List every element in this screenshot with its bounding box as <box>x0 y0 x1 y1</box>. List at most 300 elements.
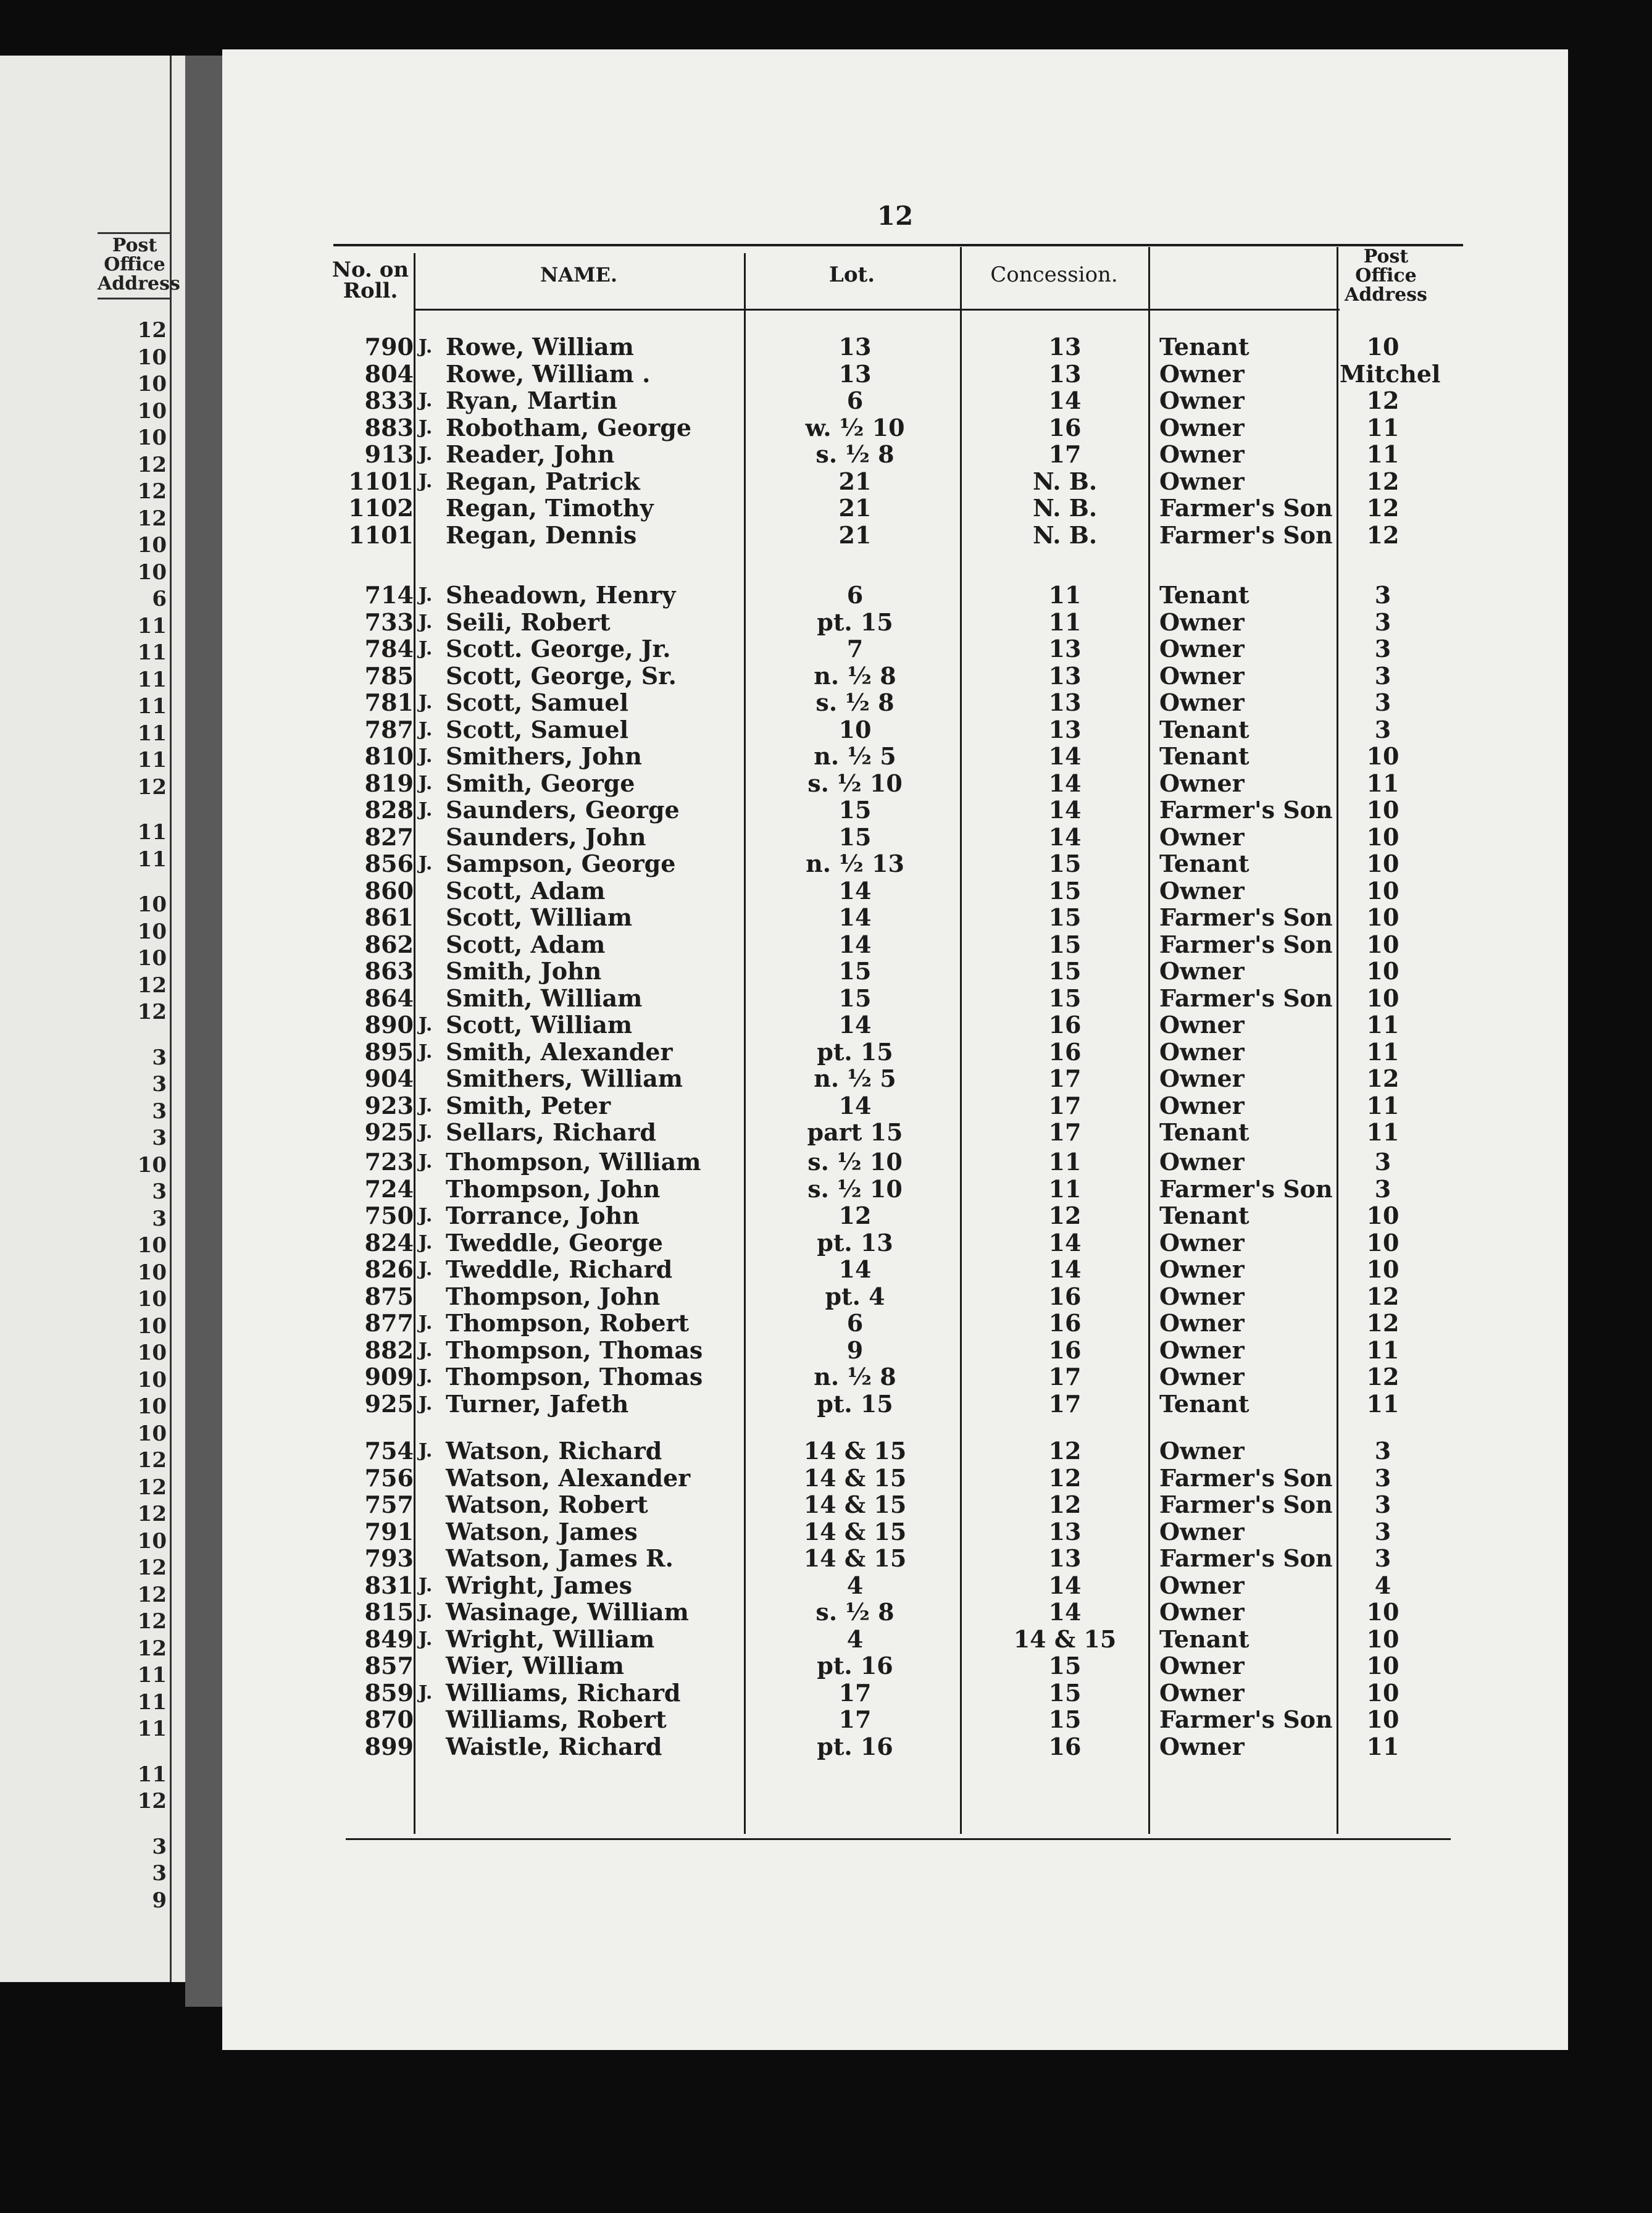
header-post-office <box>1337 247 1435 304</box>
roll-number: 781 <box>364 688 414 716</box>
previous-page-value: 11 <box>137 1663 167 1688</box>
roll-number: 754 <box>364 1437 414 1465</box>
previous-page-value: 10 <box>137 1528 167 1554</box>
roll-number: 824 <box>364 1228 414 1257</box>
elector-name: Sampson, George <box>446 850 676 877</box>
previous-page-value: 11 <box>137 847 167 872</box>
elector-name: Thompson, Thomas <box>446 1336 703 1364</box>
elector-name: Torrance, John <box>446 1202 640 1229</box>
roll-number: 861 <box>364 903 414 931</box>
elector-name: Scott, William <box>446 1011 633 1039</box>
lot-cell: n. ½ 5 <box>814 742 896 770</box>
previous-page-value: 12 <box>137 1789 167 1813</box>
lot-cell: 21 <box>838 467 872 495</box>
post-office-cell: Mitchel <box>1340 359 1441 388</box>
occupation-cell: Farmer's Son <box>1159 494 1333 522</box>
occupation-cell: Farmer's Son <box>1159 1463 1333 1492</box>
post-office-cell: 10 <box>1366 1202 1400 1229</box>
occupation-cell: Farmer's Son <box>1159 521 1333 549</box>
post-office-cell: 11 <box>1366 1011 1400 1039</box>
juror-mark: J. <box>419 416 433 438</box>
post-office-cell: 3 <box>1374 688 1391 716</box>
occupation-cell: Owner <box>1159 1437 1245 1465</box>
previous-page-value: 10 <box>137 1152 167 1178</box>
concession-cell: 14 <box>1048 1598 1082 1626</box>
post-office-cell: 3 <box>1374 715 1391 743</box>
roll-number: 877 <box>364 1309 414 1337</box>
roll-number: 1101 <box>348 467 414 495</box>
roll-number: 723 <box>364 1148 414 1176</box>
previous-page-header-line: Office <box>104 254 165 275</box>
elector-name: Smith, John <box>446 957 602 985</box>
lot-cell: pt. 15 <box>817 1037 893 1066</box>
concession-cell: 17 <box>1048 1091 1082 1119</box>
concession-cell: 15 <box>1048 903 1082 931</box>
elector-name: Smithers, William <box>446 1065 683 1092</box>
occupation-cell: Owner <box>1159 1336 1245 1364</box>
lot-cell: 13 <box>838 333 872 361</box>
concession-cell: 17 <box>1048 1118 1082 1146</box>
concession-cell: 11 <box>1048 608 1082 636</box>
lot-cell: s. ½ 8 <box>816 1598 895 1626</box>
previous-page-value: 10 <box>137 892 167 917</box>
concession-cell: N. B. <box>1032 494 1098 522</box>
roll-number: 793 <box>364 1544 414 1572</box>
previous-page-value: 10 <box>137 1260 167 1285</box>
roll-number: 883 <box>364 413 414 441</box>
occupation-cell: Tenant <box>1159 715 1249 743</box>
occupation-cell: Owner <box>1159 1363 1245 1391</box>
occupation-cell: Owner <box>1159 1652 1245 1680</box>
previous-page-value: 10 <box>137 1233 167 1258</box>
concession-cell: N. B. <box>1032 467 1098 495</box>
post-office-cell: 12 <box>1366 494 1400 522</box>
elector-name: Regan, Dennis <box>446 521 637 549</box>
occupation-cell: Farmer's Son <box>1159 930 1333 958</box>
table-row <box>222 850 1568 877</box>
elector-name: Thompson, Thomas <box>446 1363 703 1391</box>
lot-cell: n. ½ 8 <box>814 661 896 690</box>
elector-name: Wasinage, William <box>446 1598 689 1626</box>
roll-number: 831 <box>364 1571 414 1599</box>
roll-number: 859 <box>364 1678 414 1707</box>
table-row <box>222 1283 1568 1310</box>
post-office-cell: 10 <box>1366 1652 1400 1680</box>
juror-mark: J. <box>419 611 433 633</box>
lot-cell: pt. 15 <box>817 1389 893 1418</box>
table-row <box>222 1545 1568 1571</box>
table-row <box>222 1391 1568 1417</box>
lot-cell: s. ½ 8 <box>816 440 895 468</box>
elector-name: Waistle, Richard <box>446 1732 662 1760</box>
previous-page-value: 11 <box>137 820 167 845</box>
previous-page-value: 10 <box>137 946 167 971</box>
concession-cell: 14 <box>1048 387 1082 414</box>
juror-mark: J. <box>419 1366 433 1387</box>
document-page <box>222 49 1568 2050</box>
previous-page-value: 3 <box>152 1098 167 1124</box>
juror-mark: J. <box>419 799 433 821</box>
post-office-cell: 12 <box>1366 467 1400 495</box>
table-row <box>222 333 1568 360</box>
roll-number: 1102 <box>348 494 414 522</box>
previous-page-value: 10 <box>137 919 167 944</box>
elector-name: Turner, Jafeth <box>446 1389 629 1418</box>
occupation-cell: Tenant <box>1159 1389 1249 1418</box>
post-office-cell: 10 <box>1366 796 1400 824</box>
post-office-cell: 10 <box>1366 984 1400 1012</box>
occupation-cell: Tenant <box>1159 742 1249 770</box>
occupation-cell: Owner <box>1159 661 1245 690</box>
occupation-cell: Owner <box>1159 1732 1245 1760</box>
post-office-cell: 11 <box>1366 1389 1400 1418</box>
lot-cell: 6 <box>846 1309 864 1337</box>
elector-name: Tweddle, Richard <box>446 1255 673 1283</box>
occupation-cell: Owner <box>1159 413 1245 441</box>
post-office-cell: 11 <box>1366 440 1400 468</box>
header-roll-line: Roll. <box>343 278 398 303</box>
concession-cell: 13 <box>1048 688 1082 716</box>
roll-number: 785 <box>364 661 414 690</box>
lot-cell: pt. 15 <box>817 608 893 636</box>
previous-page-value: 3 <box>152 1834 167 1859</box>
header-lot: Lot. <box>828 262 875 287</box>
previous-page-value: 10 <box>137 533 167 558</box>
table-row <box>222 1437 1568 1464</box>
table-row <box>222 582 1568 608</box>
post-office-cell: 11 <box>1366 1732 1400 1760</box>
post-office-cell: 12 <box>1366 1363 1400 1391</box>
concession-cell: 16 <box>1048 413 1082 441</box>
juror-mark: J. <box>419 470 433 492</box>
previous-page-header-line: Post <box>112 235 157 256</box>
table-row <box>222 770 1568 797</box>
previous-page-value: 11 <box>137 640 167 665</box>
lot-cell: 4 <box>846 1571 864 1599</box>
post-office-cell: 12 <box>1366 387 1400 414</box>
post-office-cell: 3 <box>1374 1174 1391 1203</box>
table-row <box>222 1706 1568 1733</box>
concession-cell: 15 <box>1048 957 1082 985</box>
juror-mark: J. <box>419 638 433 659</box>
concession-cell: 16 <box>1048 1282 1082 1310</box>
lot-cell: 14 <box>838 1091 872 1119</box>
post-office-cell: 3 <box>1374 608 1391 636</box>
elector-name: Regan, Patrick <box>446 467 640 495</box>
table-row <box>222 1310 1568 1336</box>
occupation-cell: Owner <box>1159 608 1245 636</box>
lot-cell: 21 <box>838 521 872 549</box>
table-row <box>222 1491 1568 1518</box>
previous-page-value: 11 <box>137 694 167 719</box>
occupation-cell: Farmer's Son <box>1159 984 1333 1012</box>
lot-cell: n. ½ 13 <box>806 850 904 877</box>
juror-mark: J. <box>419 772 433 794</box>
concession-cell: N. B. <box>1032 521 1098 549</box>
elector-name: Tweddle, George <box>446 1228 663 1257</box>
header-name: NAME. <box>540 263 618 287</box>
juror-mark: J. <box>419 1628 433 1650</box>
previous-page-value: 9 <box>152 1888 167 1913</box>
occupation-cell: Owner <box>1159 1065 1245 1092</box>
concession-cell: 16 <box>1048 1011 1082 1039</box>
lot-cell: 14 <box>838 1255 872 1283</box>
elector-name: Thompson, John <box>446 1282 661 1310</box>
table-row <box>222 743 1568 769</box>
roll-number: 791 <box>364 1517 414 1546</box>
elector-name: Watson, Robert <box>446 1491 648 1518</box>
concession-cell: 16 <box>1048 1037 1082 1066</box>
lot-cell: 7 <box>846 635 864 663</box>
header-post-office-line: Post <box>1363 246 1409 267</box>
concession-cell: 12 <box>1048 1202 1082 1229</box>
occupation-cell: Tenant <box>1159 1118 1249 1146</box>
concession-cell: 15 <box>1048 1705 1082 1733</box>
elector-name: Smith, William <box>446 984 643 1012</box>
juror-mark: J. <box>419 1312 433 1334</box>
header-roll-line: No. on <box>332 257 409 282</box>
lot-cell: 14 & 15 <box>803 1463 907 1492</box>
concession-cell: 16 <box>1048 1309 1082 1337</box>
table-row <box>222 387 1568 414</box>
table-row <box>222 1652 1568 1679</box>
post-office-cell: 10 <box>1366 957 1400 985</box>
elector-name: Rowe, William <box>446 333 634 361</box>
post-office-cell: 11 <box>1366 1091 1400 1119</box>
occupation-cell: Owner <box>1159 876 1245 905</box>
concession-cell: 17 <box>1048 1065 1082 1092</box>
juror-mark: J. <box>419 1574 433 1596</box>
concession-cell: 15 <box>1048 1678 1082 1707</box>
table-row <box>222 1363 1568 1390</box>
elector-name: Sheadown, Henry <box>446 581 676 609</box>
occupation-cell: Tenant <box>1159 1625 1249 1653</box>
post-office-cell: 12 <box>1366 1282 1400 1310</box>
post-office-cell: 10 <box>1366 333 1400 361</box>
juror-mark: J. <box>419 1440 433 1462</box>
roll-number: 925 <box>364 1118 414 1146</box>
header-post-office-line: Office <box>1355 265 1417 287</box>
concession-cell: 13 <box>1048 359 1082 388</box>
elector-name: Rowe, William . <box>446 359 651 388</box>
post-office-cell: 10 <box>1366 1705 1400 1733</box>
elector-name: Regan, Timothy <box>446 494 654 522</box>
concession-cell: 14 <box>1048 796 1082 824</box>
lot-cell: pt. 13 <box>817 1228 893 1257</box>
roll-number: 733 <box>364 608 414 636</box>
binding-gutter <box>185 56 222 2007</box>
juror-mark: J. <box>419 1121 433 1143</box>
roll-number: 890 <box>364 1011 414 1039</box>
lot-cell: 14 <box>838 876 872 905</box>
table-row <box>222 663 1568 689</box>
juror-mark: J. <box>419 584 433 606</box>
post-office-cell: 11 <box>1366 1118 1400 1146</box>
previous-page-value: 3 <box>152 1861 167 1886</box>
table-row <box>222 1202 1568 1229</box>
post-office-cell: 3 <box>1374 1437 1391 1465</box>
header-bottom-rule <box>414 309 1340 311</box>
occupation-cell: Owner <box>1159 688 1245 716</box>
post-office-cell: 11 <box>1366 769 1400 797</box>
lot-cell: 13 <box>838 359 872 388</box>
post-office-cell: 12 <box>1366 521 1400 549</box>
previous-page-value: 12 <box>137 1475 167 1500</box>
concession-cell: 17 <box>1048 1389 1082 1418</box>
occupation-cell: Farmer's Son <box>1159 1174 1333 1203</box>
post-office-cell: 10 <box>1366 850 1400 877</box>
elector-name: Williams, Richard <box>446 1678 681 1707</box>
elector-name: Wier, William <box>446 1652 624 1680</box>
roll-number: 750 <box>364 1202 414 1229</box>
roll-number: 864 <box>364 984 414 1012</box>
concession-cell: 13 <box>1048 1544 1082 1572</box>
previous-page-value: 10 <box>137 398 167 424</box>
occupation-cell: Owner <box>1159 359 1245 388</box>
post-office-cell: 3 <box>1374 635 1391 663</box>
occupation-cell: Owner <box>1159 1011 1245 1039</box>
elector-name: Watson, James <box>446 1517 638 1546</box>
page-number: 12 <box>877 201 914 231</box>
previous-page <box>0 56 185 1982</box>
previous-page-value: 10 <box>137 1287 167 1311</box>
concession-cell: 17 <box>1048 1363 1082 1391</box>
roll-number: 882 <box>364 1336 414 1364</box>
elector-name: Watson, James R. <box>446 1544 674 1572</box>
occupation-cell: Owner <box>1159 1228 1245 1257</box>
previous-page-value: 12 <box>137 973 167 998</box>
header-post-office-line: Address <box>1345 284 1427 306</box>
post-office-cell: 10 <box>1366 903 1400 931</box>
elector-name: Sellars, Richard <box>446 1118 656 1146</box>
table-row <box>222 1148 1568 1175</box>
lot-cell: 6 <box>846 387 864 414</box>
concession-cell: 16 <box>1048 1336 1082 1364</box>
elector-name: Watson, Richard <box>446 1437 662 1465</box>
previous-page-header-rule <box>98 232 172 234</box>
roll-number: 804 <box>364 359 414 388</box>
previous-page-value: 10 <box>137 425 167 450</box>
previous-page-value: 11 <box>137 1689 167 1715</box>
juror-mark: J. <box>419 853 433 874</box>
lot-cell: 15 <box>838 796 872 824</box>
table-bottom-rule <box>346 1838 1451 1840</box>
juror-mark: J. <box>419 1601 433 1623</box>
concession-cell: 14 <box>1048 769 1082 797</box>
roll-number: 909 <box>364 1363 414 1391</box>
juror-mark: J. <box>419 718 433 740</box>
elector-name: Seili, Robert <box>446 608 611 636</box>
table-row <box>222 1065 1568 1092</box>
header-concession: Concession. <box>990 262 1118 287</box>
concession-cell: 14 <box>1048 1228 1082 1257</box>
roll-number: 787 <box>364 715 414 743</box>
elector-name: Wright, William <box>446 1625 655 1653</box>
table-row <box>222 824 1568 850</box>
occupation-cell: Owner <box>1159 769 1245 797</box>
post-office-cell: 10 <box>1366 876 1400 905</box>
table-row <box>222 1465 1568 1491</box>
concession-cell: 15 <box>1048 984 1082 1012</box>
table-row <box>222 1572 1568 1599</box>
lot-cell: s. ½ 10 <box>807 769 903 797</box>
roll-number: 862 <box>364 930 414 958</box>
roll-number: 895 <box>364 1037 414 1066</box>
occupation-cell: Tenant <box>1159 850 1249 877</box>
table-top-rule <box>333 244 1463 246</box>
previous-page-value: 3 <box>152 1045 167 1070</box>
previous-page-value: 12 <box>137 774 167 800</box>
roll-number: 815 <box>364 1598 414 1626</box>
previous-page-value: 3 <box>152 1126 167 1150</box>
table-row <box>222 1680 1568 1706</box>
previous-page-value: 12 <box>137 1582 167 1607</box>
post-office-cell: 10 <box>1366 1598 1400 1626</box>
post-office-cell: 10 <box>1366 1255 1400 1283</box>
post-office-cell: 3 <box>1374 581 1391 609</box>
concession-cell: 14 & 15 <box>1013 1625 1117 1653</box>
table-row <box>222 958 1568 984</box>
juror-mark: J. <box>419 390 433 411</box>
previous-page-value: 12 <box>137 1448 167 1473</box>
roll-number: 849 <box>364 1625 414 1653</box>
post-office-cell: 12 <box>1366 1309 1400 1337</box>
post-office-cell: 3 <box>1374 1463 1391 1492</box>
elector-name: Scott, William <box>446 903 633 931</box>
elector-name: Reader, John <box>446 440 615 468</box>
lot-cell: 17 <box>838 1705 872 1733</box>
juror-mark: J. <box>419 1014 433 1035</box>
table-row <box>222 441 1568 467</box>
elector-name: Thompson, John <box>446 1174 661 1203</box>
lot-cell: 15 <box>838 957 872 985</box>
table-row <box>222 904 1568 931</box>
previous-page-value: 11 <box>137 1717 167 1741</box>
roll-number: 904 <box>364 1065 414 1092</box>
table-row <box>222 1337 1568 1363</box>
roll-number: 833 <box>364 387 414 414</box>
previous-page-value: 10 <box>137 1341 167 1365</box>
roll-number: 860 <box>364 876 414 905</box>
table-row <box>222 1518 1568 1545</box>
previous-page-value: 6 <box>152 587 167 611</box>
lot-cell: 15 <box>838 822 872 851</box>
previous-page-value: 10 <box>137 1421 167 1446</box>
post-office-cell: 3 <box>1374 1544 1391 1572</box>
table-row <box>222 1119 1568 1145</box>
lot-cell: 14 & 15 <box>803 1517 907 1546</box>
previous-page-value: 3 <box>152 1179 167 1204</box>
juror-mark: J. <box>419 1258 433 1280</box>
roll-number: 923 <box>364 1091 414 1119</box>
table-row <box>222 1626 1568 1652</box>
lot-cell: part 15 <box>807 1118 903 1146</box>
roll-number: 863 <box>364 957 414 985</box>
previous-page-value: 12 <box>137 1555 167 1580</box>
roll-number: 724 <box>364 1174 414 1203</box>
concession-cell: 13 <box>1048 661 1082 690</box>
concession-cell: 13 <box>1048 715 1082 743</box>
occupation-cell: Owner <box>1159 1517 1245 1546</box>
occupation-cell: Owner <box>1159 1091 1245 1119</box>
concession-cell: 13 <box>1048 1517 1082 1546</box>
roll-number: 756 <box>364 1463 414 1492</box>
roll-number: 857 <box>364 1652 414 1680</box>
lot-cell: 14 & 15 <box>803 1544 907 1572</box>
concession-cell: 11 <box>1048 581 1082 609</box>
previous-page-value: 10 <box>137 1394 167 1419</box>
previous-page-value: 12 <box>137 1609 167 1634</box>
